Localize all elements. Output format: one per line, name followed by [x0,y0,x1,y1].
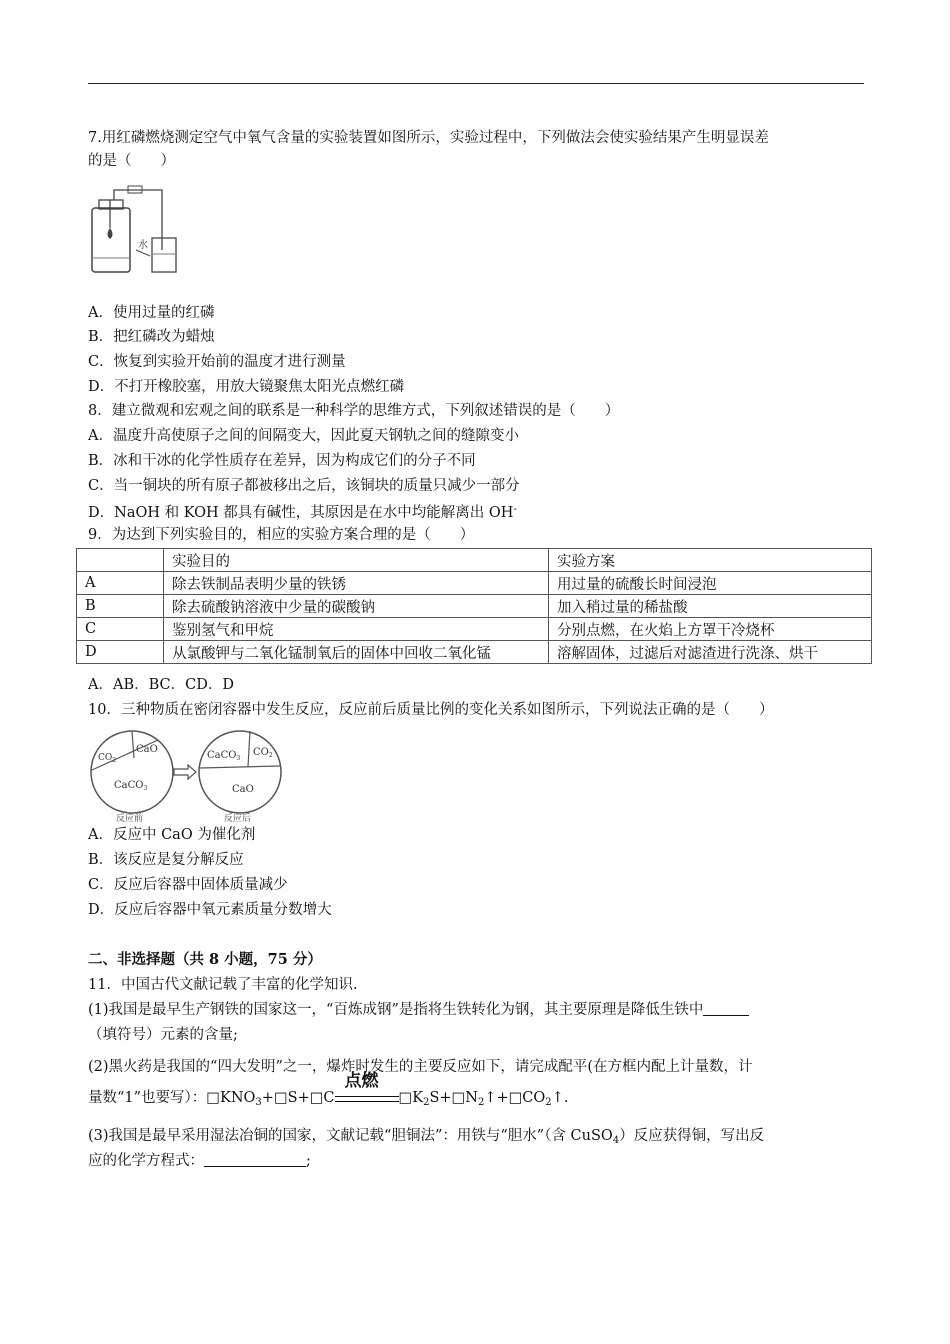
before-co2-label: CO [98,753,113,763]
reaction-arrow-icon [174,765,196,779]
q11-part1-line2: （填符号）元素的含量; [88,1027,238,1043]
q11-part2-equation [88,1071,569,1113]
q7-option-d: D．不打开橡胶塞，用放大镜聚焦太阳光点燃红磷 [88,379,405,395]
q7-option-b: B．把红磷改为蜡烛 [88,329,215,345]
section2-title: 二、非选择题（共 8 小题，75 分） [88,951,322,968]
q8-option-c: C．当一铜块的所有原子都被移出之后，该铜块的质量只减少一部分 [88,478,520,494]
after-co2-label: CO [253,747,269,758]
q11-part3-sub: 4 [612,1135,620,1146]
eq-k2s-k: □K [398,1090,424,1106]
q9-answer-options: A．AB．BC．CD．D [88,677,234,693]
before-cao-label: CaO [136,744,158,755]
eq-condition-arrow [335,1071,399,1108]
table-row [77,641,872,664]
eq-kno3: 量数“1”也要写）：□KNO [88,1090,256,1106]
q8-option-b: B．冰和干冰的化学性质存在差异，因为构成它们的分子不同 [88,453,476,469]
table-row [77,572,872,595]
q11-part1-text: (1)我国是最早生产钢铁的国家这一，“百炼成钢”是指将生铁转化为钢，其主要原理是降低生铁中 [88,1002,704,1018]
table-cell: B [77,595,164,618]
q10-option-a: A．反应中 CaO 为催化剂 [88,827,256,843]
eq-co2: ↑+□CO [484,1090,546,1106]
table-cell: 分别点燃，在火焰上方罩干冷烧杯 [549,618,872,641]
q8-stem: 8．建立微观和宏观之间的联系是一种科学的思维方式，下列叙述错误的是（ ） [88,403,620,419]
after-caption: 反应后 [224,814,252,824]
q8-option-d-sup: - [513,504,517,515]
eq-double-line [335,1096,399,1102]
table-cell: 除去硫酸钠溶液中少量的碳酸钠 [164,595,549,618]
eq-co2-sub: 2 [545,1097,552,1108]
after-cao-label: CaO [232,784,254,795]
q9-stem: 9．为达到下列实验目的，相应的实验方案合理的是（ ） [88,527,475,543]
table-header-cell: 实验方案 [549,549,872,572]
table-cell: 鉴别氢气和甲烷 [164,618,549,641]
q7-stem-line2: 的是（ ） [88,153,175,169]
eq-n2: S+□N [429,1090,478,1106]
q11-part3-line2-end: ; [306,1153,311,1169]
after-co2-sub: 2 [268,752,273,759]
table-cell: 溶解固体，过滤后对滤渣进行洗涤、烘干 [549,641,872,664]
q10-stem: 10．三种物质在密闭容器中发生反应，反应前后质量比例的变化关系如图所示，下列说法正确的是（ ） [88,702,774,718]
q11-part1-line1 [88,1000,749,1020]
q10-option-c: C．反应后容器中固体质量减少 [88,877,288,893]
after-caco3-label: CaCO [207,750,237,761]
table-cell: C [77,618,164,641]
table-cell: A [77,572,164,595]
q11-part3-blank [204,1152,306,1167]
table-cell: 除去铁制品表明少量的铁锈 [164,572,549,595]
q8-option-d-text: D．NaOH 和 KOH 都具有碱性，其原因是在水中均能解离出 OH [88,505,514,521]
q11-part1-blank [703,1001,749,1016]
q9-table [76,548,872,664]
table-header-row [77,549,872,572]
q10-option-b: B．该反应是复分解反应 [88,852,244,868]
eq-kno3-sub: 3 [255,1097,262,1108]
table-cell: 用过量的硫酸长时间浸泡 [549,572,872,595]
eq-s-c: +□S+□C [261,1090,335,1106]
q7-water-label: 水 [138,240,148,251]
q11-stem: 11．中国古代文献记载了丰富的化学知识. [88,977,358,993]
svg-text:CO2 [98,753,116,764]
svg-text:CO2 [253,747,273,759]
q7-option-c: C．恢复到实验开始前的温度才进行测量 [88,354,346,370]
q8-option-d [88,500,517,523]
q11-part3-text: (3)我国是最早采用湿法冶铜的国家，文献记载“胆铜法”：用铁与“胆水”（含 CuSO [88,1128,613,1144]
table-header-cell: 实验目的 [164,549,549,572]
q10-pie-figure [86,722,284,824]
table-header-cell [77,549,164,572]
table-cell: 加入稍过量的稀盐酸 [549,595,872,618]
q11-part2-line1: (2)黑火药是我国的“四大发明”之一，爆炸时发生的主要反应如下，请完成配平(在方框内配上计量数，计 [88,1059,753,1075]
before-caption: 反应前 [116,814,144,824]
q10-option-d: D．反应后容器中氧元素质量分数增大 [88,902,332,918]
before-caco3-label: CaCO [114,780,144,791]
after-caco3-sub: 3 [236,755,241,762]
before-caco3-sub: 3 [143,785,148,792]
header-rule [88,83,864,84]
table-row [77,618,872,641]
table-cell: 从氯酸钾与二氧化锰制氧后的固体中回收二氧化锰 [164,641,549,664]
svg-text:CaCO3 [114,780,147,792]
eq-k2s-sub: 2 [423,1097,430,1108]
q11-part3-line2 [88,1151,311,1171]
q7-apparatus-figure [86,178,190,276]
eq-n2-sub: 2 [477,1097,485,1108]
eq-end: ↑. [551,1090,569,1106]
q11-part3-text-end: ）反应获得铜，写出反 [619,1128,765,1144]
q8-option-a: A．温度升高使原子之间的间隔变大，因此夏天钢轨之间的缝隙变小 [88,428,519,444]
q7-option-a: A．使用过量的红磷 [88,305,215,321]
q11-part3-line2-text: 应的化学方程式： [88,1153,204,1169]
eq-condition-label: 点燃 [344,1071,379,1091]
before-co2-sub: 2 [112,757,117,764]
table-row [77,595,872,618]
q11-part3-line1 [88,1126,764,1151]
svg-text:CaCO3 [207,750,240,762]
table-cell: D [77,641,164,664]
q7-stem-line1: 7.用红磷燃烧测定空气中氧气含量的实验装置如图所示，实验过程中，下列做法会使实验结果产生明显误差 [88,130,769,146]
